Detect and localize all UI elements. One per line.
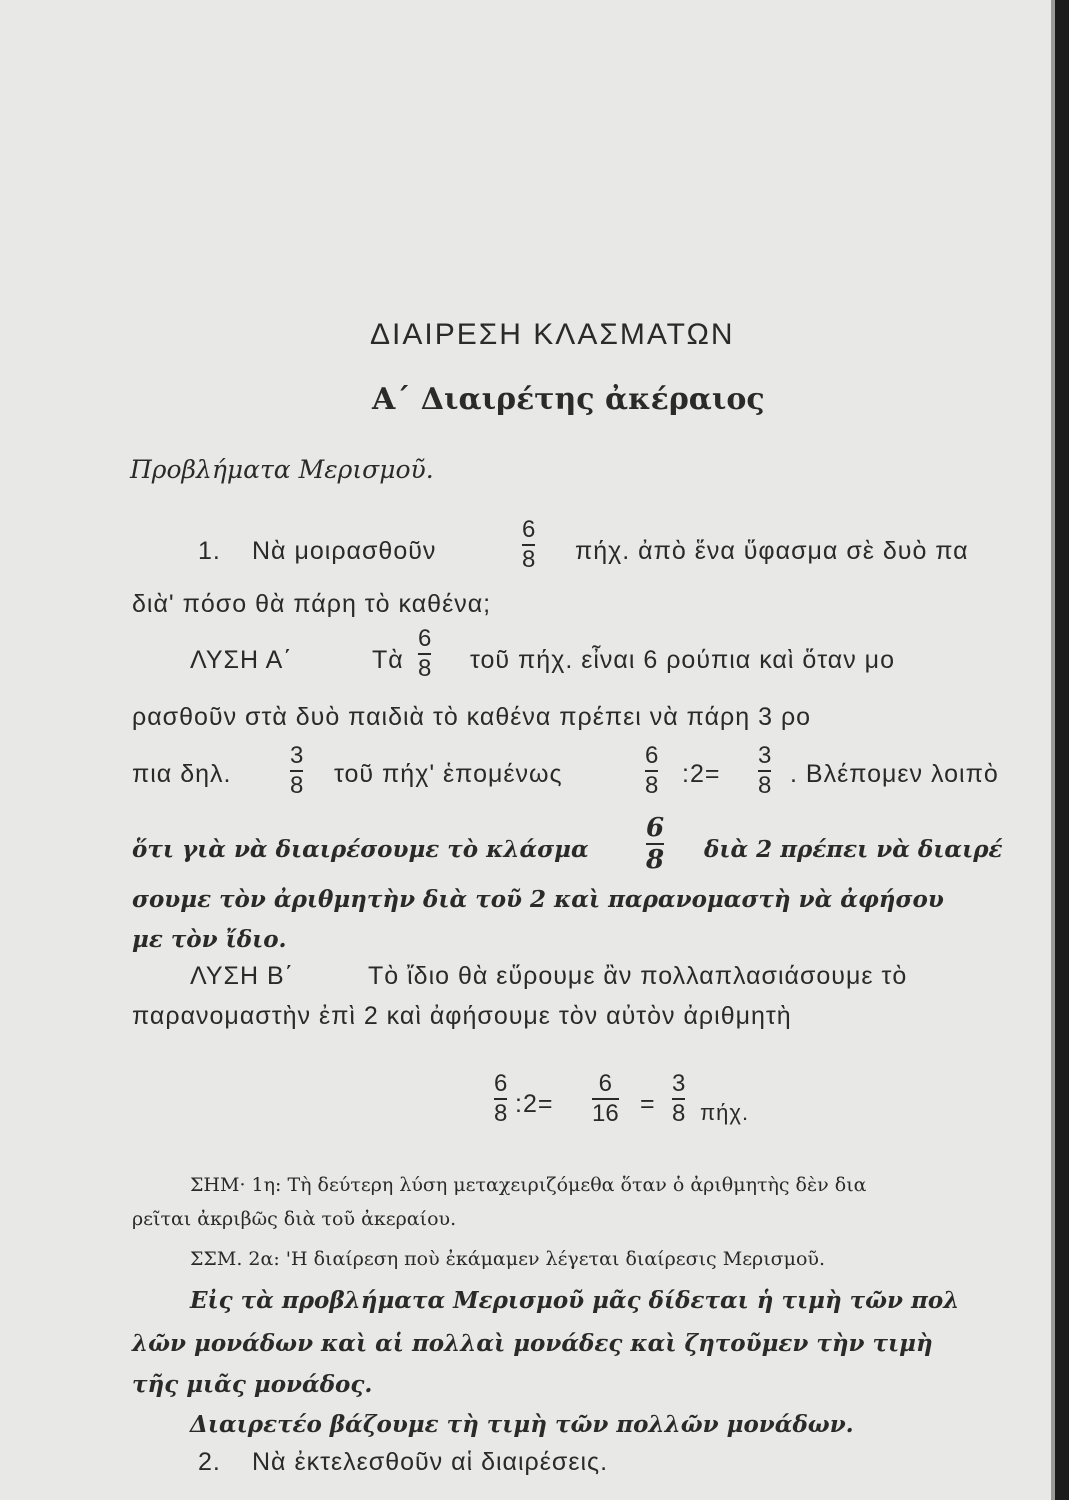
fraction-denominator: 8 [645,772,659,799]
fraction-numerator: 6 [522,516,536,543]
section-heading: Προβλήματα Μερισμοῦ. [130,455,434,484]
fraction-numerator: 3 [290,742,304,769]
equation-operator-2: = [640,1090,656,1118]
solution-b-line-1: Τὸ ἴδιο θὰ εὕρουμε ἂν πολλαπλασιάσουμε τὸ [368,962,908,990]
page-subtitle: Α΄ Διαιρέτης ἀκέραιος [372,382,765,417]
solution-b-label: ΛΥΣΗ Β΄ [190,962,294,990]
solution-a-line-3c: :2= [682,760,721,788]
fraction-numerator: 6 [598,1070,613,1097]
fraction-denominator: 8 [522,546,536,573]
fraction-numerator: 6 [646,813,665,843]
problem2-text: Νὰ ἐκτελεσθοῦν αἱ διαιρέσεις. [252,1448,609,1476]
fraction-denominator: 8 [418,655,432,682]
page-title: ΔΙΑΙΡΕΣΗ ΚΛΑΣΜΑΤΩΝ [370,318,735,351]
fraction-6-8 [522,518,535,572]
fraction-6-16 [592,1072,619,1126]
solution-b-line-2: παρανομαστὴν ἐπὶ 2 καὶ ἀφήσουμε τὸν αὐτὸν ἀριθμητὴ [132,1002,792,1030]
solution-a-line-2: ρασθοῦν στὰ δυὸ παιδιὰ τὸ καθένα πρέπει νὰ πάρη 3 ρο [132,703,812,731]
equation-unit: πήχ. [700,1100,750,1125]
solution-a-label: ΛΥΣΗ Α΄ [190,646,293,674]
solution-a-line-4a: ὅτι γιὰ νὰ διαιρέσουμε τὸ κλάσμα [132,836,589,863]
rule-line-2: λῶν μονάδων καὶ αἱ πολλαὶ μονάδες καὶ ζητοῦμεν τὴν τιμὴ [132,1330,933,1357]
rule-line-3: τῆς μιᾶς μονάδος. [132,1371,373,1398]
fraction-3-8 [672,1072,685,1126]
fraction-numerator: 3 [672,1070,686,1097]
fraction-6-8 [646,815,664,873]
fraction-denominator: 8 [758,772,772,799]
fraction-3-8 [290,744,303,798]
page-edge [1055,0,1069,1500]
problem1-number: 1. [198,537,221,565]
fraction-denominator: 8 [672,1100,686,1127]
equation-operator-1: :2= [515,1090,554,1118]
solution-a-line-5: σουμε τὸν ἀριθμητὴν διὰ τοῦ 2 καὶ παρανομαστὴ νὰ ἀφήσου [132,886,944,913]
solution-a-line-4b: διὰ 2 πρέπει νὰ διαιρέ [704,836,1003,863]
problem2-number: 2. [198,1448,221,1476]
fraction-denominator: 8 [646,845,665,875]
solution-a-text-2: τοῦ πήχ. εἶναι 6 ρούπια καὶ ὅταν μο [470,646,895,674]
note-1-line-2: ρεῖται ἀκριβῶς διὰ τοῦ ἀκεραίου. [132,1208,457,1230]
fraction-6-8 [645,744,658,798]
fraction-numerator: 6 [645,742,659,769]
fraction-denominator: 8 [290,772,304,799]
solution-a-line-3a: πια δηλ. [132,760,232,788]
fraction-6-8 [494,1072,507,1126]
problem1-text-c: διὰ' πόσο θὰ πάρη τὸ καθένα; [132,590,492,618]
fraction-numerator: 6 [494,1070,508,1097]
fraction-numerator: 3 [758,742,772,769]
solution-a-line-3d: . Βλέπομεν λοιπὸ [790,760,999,788]
problem1-text-a: Νὰ μοιρασθοῦν [252,537,437,565]
fraction-3-8 [758,744,771,798]
note-2: ΣΣΜ. 2α: 'Η διαίρεση ποὺ ἐκάμαμεν λέγεται διαίρεσις Μερισμοῦ. [190,1248,826,1270]
solution-a-text-1: Τὰ [372,646,404,674]
problem1-text-b: πήχ. ἀπὸ ἕνα ὕφασμα σὲ δυὸ πα [575,537,969,565]
fraction-6-8 [418,627,431,681]
fraction-denominator: 8 [494,1100,508,1127]
note-1-line-1: ΣΗΜ· 1η: Τὴ δεύτερη λύση μεταχειριζόμεθα ὅταν ὁ ἀριθμητὴς δὲν δια [190,1174,867,1196]
solution-a-line-3b: τοῦ πήχ' ἑπομένως [334,760,563,788]
rule-line-1: Εἰς τὰ προβλήματα Μερισμοῦ μᾶς δίδεται ἡ τιμὴ τῶν πολ [190,1287,960,1314]
fraction-denominator: 16 [592,1100,619,1127]
fraction-numerator: 6 [418,625,432,652]
solution-a-line-6: με τὸν ἴδιο. [132,926,287,953]
rule-line-4: Διαιρετέο βάζουμε τὴ τιμὴ τῶν πολλῶν μονάδων. [190,1411,854,1438]
